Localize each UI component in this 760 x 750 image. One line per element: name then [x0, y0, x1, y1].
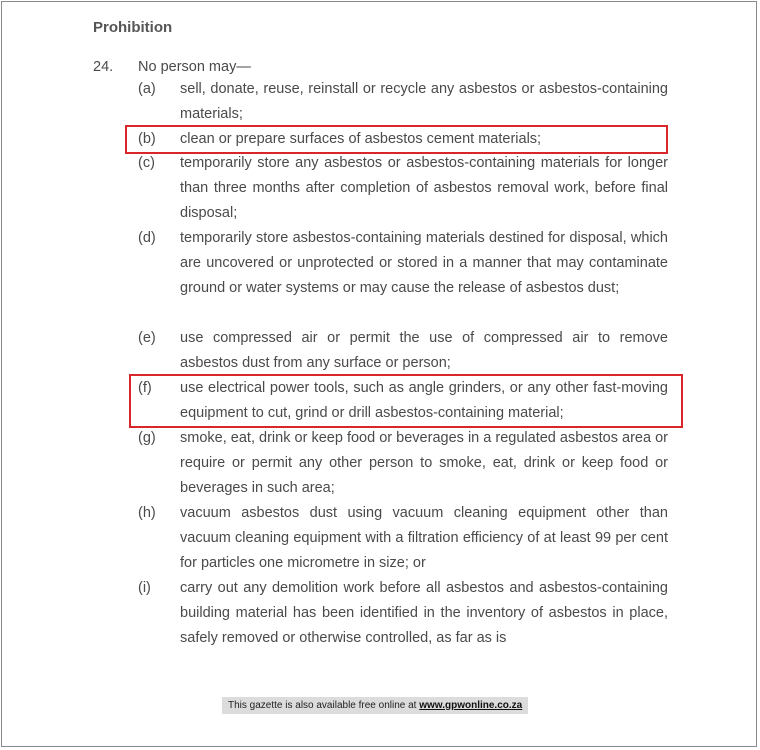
section-number: 24. [93, 59, 114, 75]
item-label: (i) [138, 580, 151, 596]
list-item-e [138, 326, 668, 376]
item-label: (e) [138, 330, 156, 346]
list-item-c [138, 151, 668, 226]
item-label: (g) [138, 430, 156, 446]
item-label: (b) [138, 131, 156, 147]
section-intro: No person may— [138, 59, 251, 75]
item-text: clean or prepare surfaces of asbestos cement materials; [180, 131, 542, 147]
item-label: (h) [138, 505, 156, 521]
item-text: vacuum asbestos dust using vacuum cleaning equipment other than vacuum cleaning equipment with a filtration efficiency of at least 99 per cent for particles one micrometre in size; or [180, 505, 668, 571]
list-item-g [138, 426, 668, 501]
footer-note [222, 697, 528, 714]
section-heading: Prohibition [93, 19, 173, 36]
item-text: use electrical power tools, such as angle grinders, or any other fast-moving equipment to cut, grind or drill asbestos-containing material; [180, 380, 668, 421]
item-label: (d) [138, 230, 156, 246]
item-text: temporarily store any asbestos or asbestos-containing materials for longer than three months after completion of asbestos removal work, before final disposal; [180, 155, 668, 221]
item-label: (f) [138, 380, 152, 396]
item-text: carry out any demolition work before all asbestos and asbestos-containing building material has been identified in the inventory of asbestos in place, safely removed or otherwise controlled, as far as is [180, 580, 668, 646]
footer-text: This gazette is also available free online at [228, 700, 420, 711]
list-item-a [138, 77, 668, 127]
highlight-box-item-f [129, 374, 683, 428]
item-label: (a) [138, 81, 156, 97]
footer-link[interactable]: www.gpwonline.co.za [419, 700, 523, 711]
list-item-d [138, 226, 668, 301]
list-item-h [138, 501, 668, 576]
item-text: temporarily store asbestos-containing materials destined for disposal, which are uncovered or unprotected or stored in a manner that may contaminate ground or water systems or may cause the release of asbestos dust; [180, 230, 668, 296]
list-item-i [138, 576, 668, 651]
item-text: sell, donate, reuse, reinstall or recycle any asbestos or asbestos-containing materials; [180, 81, 668, 122]
item-text: smoke, eat, drink or keep food or beverages in a regulated asbestos area or require or permit any other person to smoke, eat, drink or keep food or beverages in such area; [180, 430, 668, 496]
item-text: use compressed air or permit the use of compressed air to remove asbestos dust from any surface or person; [180, 330, 668, 371]
item-label: (c) [138, 155, 155, 171]
highlight-box-item-b [125, 125, 668, 154]
